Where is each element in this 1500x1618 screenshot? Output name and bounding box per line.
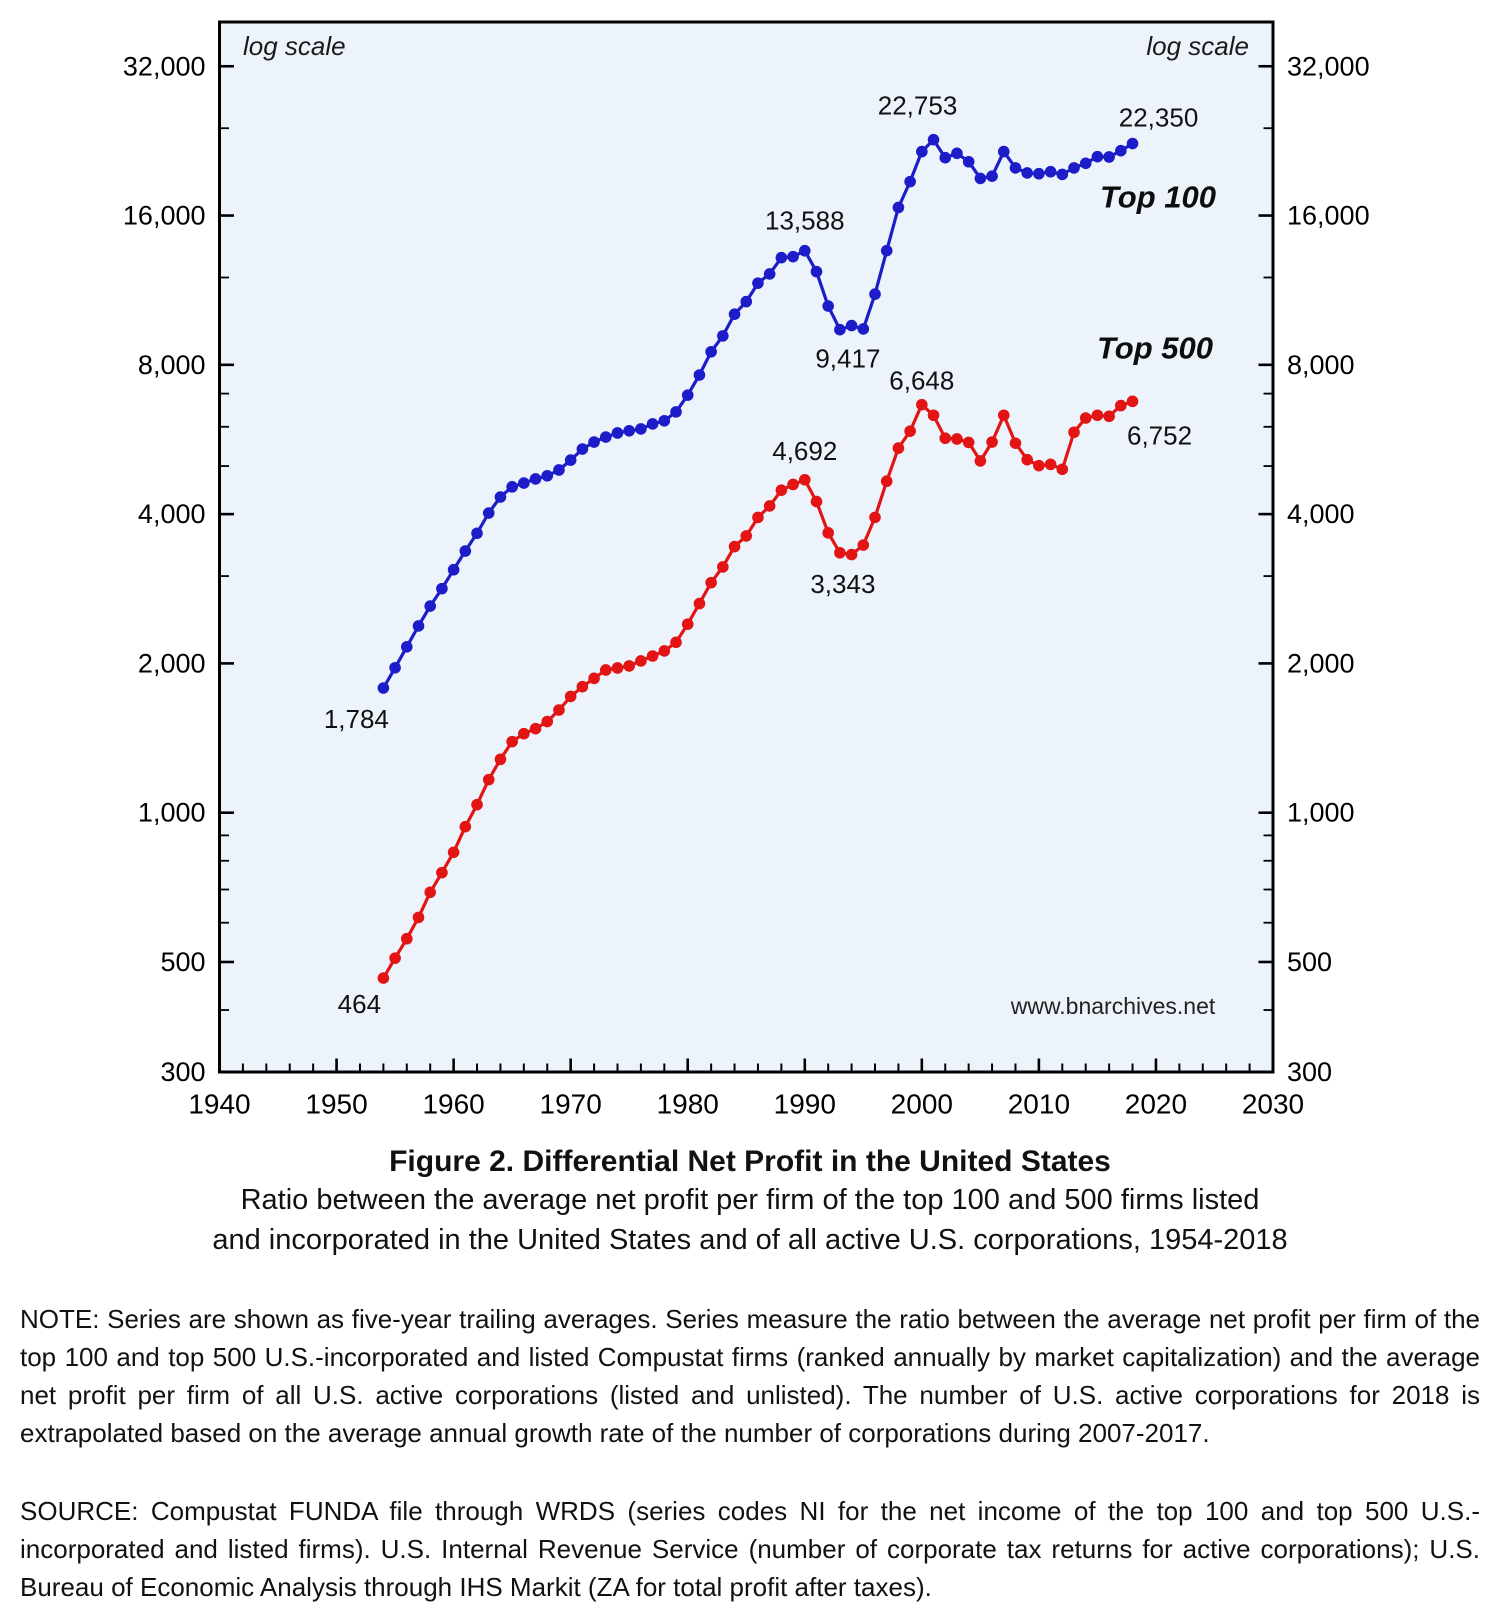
y-tick-label-left: 32,000 [122, 51, 206, 82]
series-label-top-100: Top 100 [1100, 179, 1216, 215]
x-tick-label: 1990 [773, 1088, 836, 1120]
top-500-point [705, 577, 717, 589]
top-100-point [413, 620, 425, 632]
y-tick-label-right: 2,000 [1287, 648, 1355, 679]
top-100-point [975, 173, 987, 185]
top-500-point [612, 662, 624, 674]
note-paragraph: NOTE: Series are shown as five-year trailing averages. Series measure the ratio between the average net profit per firm of the top 100 and top 500 U.S.-incorporated and listed Compustat firms (ranked annually by market capitalization) and the average net profit per firm of all U.S. active corporations (listed and unlisted). The number of U.S. active corporations for 2018 is extrapolated based on the average annual growth rate of the number of corporations during 2007-2017. [20, 1304, 1480, 1448]
top-100-point [799, 245, 811, 257]
top-500-point [424, 886, 436, 898]
x-tick-label: 2020 [1124, 1088, 1188, 1120]
top-100-point [670, 406, 682, 418]
top-100-point [717, 330, 729, 342]
top-500-point [577, 681, 589, 693]
y-tick-label-right: 500 [1287, 946, 1333, 977]
top-100-point [635, 423, 647, 435]
top-100-point [787, 251, 799, 263]
label-1990-top500: 4,692 [772, 435, 838, 466]
top-100-point [553, 464, 565, 476]
top-100-point [729, 308, 741, 320]
label-2018-top100: 22,350 [1118, 102, 1199, 133]
top-500-point [834, 547, 846, 559]
y-tick-label-left: 2,000 [137, 648, 206, 679]
top-500-point [694, 598, 706, 610]
label-2001-top100: 22,753 [877, 90, 958, 121]
top-100-point [1033, 168, 1045, 180]
top-100-point [471, 527, 483, 539]
x-tick-label: 2030 [1241, 1088, 1305, 1120]
top-500-point [541, 716, 553, 728]
top-100-point [460, 545, 472, 557]
x-tick-label: 1950 [305, 1088, 368, 1120]
y-tick-label-right: 32,000 [1287, 51, 1370, 82]
top-100-point [776, 252, 788, 264]
x-tick-label: 1980 [656, 1088, 719, 1120]
top-500-point [799, 474, 811, 486]
label-1990-top100: 13,588 [765, 205, 845, 236]
figure-title: Figure 2. Differential Net Profit in the United States [389, 1145, 1111, 1178]
top-500-point [776, 484, 788, 496]
top-100-point [436, 583, 448, 595]
top-500-point [752, 512, 764, 524]
top-500-point [811, 496, 823, 508]
top-100-point [752, 277, 764, 289]
top-500-point [939, 432, 951, 444]
top-500-point [1045, 459, 1057, 471]
series-label-top-500: Top 500 [1097, 330, 1213, 366]
x-tick-label: 2010 [1007, 1088, 1071, 1120]
x-tick-label: 1970 [539, 1088, 602, 1120]
top-500-point [518, 728, 530, 740]
top-100-point [928, 134, 940, 146]
top-100-point [612, 427, 624, 439]
x-axis-labels [188, 1089, 1304, 1120]
top-500-point [893, 442, 905, 454]
top-100-point [1021, 167, 1033, 179]
top-500-point [530, 723, 542, 735]
y-tick-label-right: 8,000 [1287, 349, 1355, 380]
label-2018-top500: 6,752 [1126, 420, 1193, 451]
y-tick-label-left: 300 [160, 1057, 206, 1087]
top-500-point [963, 437, 975, 449]
top-100-point [986, 170, 998, 182]
top-100-point [506, 481, 518, 493]
top-100-point [904, 176, 916, 188]
top-500-point [460, 821, 472, 833]
top-500-point [495, 754, 507, 766]
top-100-point [541, 470, 553, 482]
log-scale-right: log scale [1146, 31, 1249, 61]
top-100-point [963, 156, 975, 168]
top-500-point [846, 549, 858, 561]
top-100-point [1103, 151, 1115, 163]
top-100-point [1080, 158, 1092, 170]
top-500-point [401, 933, 413, 945]
top-100-point [389, 662, 401, 674]
label-1993-top100: 9,417 [815, 343, 881, 374]
top-500-point [1033, 460, 1045, 472]
y-tick-label-left: 8,000 [137, 349, 206, 380]
top-100-point [834, 324, 846, 336]
x-tick-label: 1940 [188, 1088, 251, 1120]
top-100-point [1068, 162, 1080, 174]
top-500-point [635, 655, 647, 667]
top-500-point [1057, 464, 1069, 476]
y-tick-label-left: 500 [160, 946, 206, 977]
top-500-point [975, 455, 987, 467]
y-tick-label-right: 1,000 [1287, 797, 1355, 828]
top-100-point [822, 300, 834, 312]
top-500-point [717, 561, 729, 573]
top-100-point [939, 152, 951, 164]
top-500-point [822, 527, 834, 539]
figure-subtitle-line1: Ratio between the average net profit per firm of the top 100 and 500 firms listed [240, 1184, 1260, 1216]
top-500-point [881, 475, 893, 487]
top-100-point [378, 682, 390, 694]
y-tick-label-right: 300 [1287, 1057, 1333, 1087]
figure-caption [0, 1144, 1500, 1260]
top-100-point [401, 641, 413, 653]
label-1993-top500: 3,343 [810, 568, 876, 599]
top-100-point [483, 507, 495, 519]
label-2000-top500: 6,648 [889, 365, 955, 396]
top-500-point [858, 539, 870, 551]
top-500-point [506, 736, 518, 748]
top-100-point [951, 148, 963, 160]
top-500-point [1127, 396, 1139, 408]
top-100-point [916, 146, 928, 158]
top-500-point [1103, 410, 1115, 422]
top-100-point [623, 425, 635, 437]
top-500-point [1010, 437, 1022, 449]
figure-subtitle-line2: and incorporated in the United States and of all active U.S. corporations, 1954-2018 [212, 1224, 1288, 1256]
top-100-point [705, 346, 717, 358]
top-500-point [986, 436, 998, 448]
top-500-point [1068, 426, 1080, 438]
top-100-point [1115, 145, 1127, 157]
watermark: www.bnarchives.net [1010, 993, 1216, 1019]
top-500-point [729, 541, 741, 553]
top-100-point [1127, 138, 1139, 150]
top-500-point [565, 691, 577, 703]
x-tick-label: 1960 [422, 1088, 485, 1120]
top-500-point [928, 409, 940, 421]
top-100-point [600, 431, 612, 443]
y-tick-label-left: 1,000 [137, 797, 206, 828]
top-100-point [448, 564, 460, 576]
top-100-point [998, 146, 1010, 158]
top-500-point [1092, 409, 1104, 421]
top-500-point [682, 618, 694, 630]
top-500-point [787, 479, 799, 491]
top-100-point [682, 389, 694, 401]
top-500-point [448, 847, 460, 859]
top-100-point [858, 323, 870, 335]
top-500-point [659, 645, 671, 657]
top-500-point [1115, 400, 1127, 412]
top-100-point [647, 418, 659, 430]
top-100-point [1057, 169, 1069, 181]
top-500-point [998, 409, 1010, 421]
top-100-point [1010, 162, 1022, 174]
top-500-point [740, 530, 752, 542]
top-100-point [764, 268, 776, 280]
top-500-point [413, 912, 425, 924]
top-100-point [740, 296, 752, 308]
top-500-point [1080, 412, 1092, 424]
top-100-point [694, 369, 706, 381]
log-scale-left: log scale [243, 31, 346, 61]
top-500-point [1021, 454, 1033, 466]
top-100-point [869, 288, 881, 300]
top-100-point [530, 473, 542, 485]
top-100-point [1092, 151, 1104, 163]
y-tick-label-right: 16,000 [1287, 200, 1370, 231]
top-100-point [495, 491, 507, 503]
top-100-point [518, 477, 530, 489]
top-100-point [1045, 166, 1057, 178]
top-500-point [623, 660, 635, 672]
source-paragraph: SOURCE: Compustat FUNDA file through WRDS (series codes NI for the net income of the top 100 and top 500 U.S.-incorporated and listed firms). U.S. Internal Revenue Service (number of corporate tax returns for active corporations); U.S. Bureau of Economic Analysis through IHS Markit (ZA for total profit after taxes). [20, 1496, 1480, 1602]
y-tick-label-right: 4,000 [1287, 499, 1355, 530]
top-500-point [553, 704, 565, 716]
top-500-point [588, 673, 600, 685]
top-100-point [424, 600, 436, 612]
top-100-point [881, 245, 893, 257]
top-500-point [483, 774, 495, 786]
top-500-point [471, 799, 483, 811]
top-100-point [565, 454, 577, 466]
top-500-point [904, 425, 916, 437]
top-100-point [588, 436, 600, 448]
y-tick-label-left: 4,000 [137, 499, 206, 530]
top-100-point [811, 266, 823, 278]
top-500-point [389, 952, 401, 964]
label-1954-top100: 1,784 [323, 704, 389, 735]
top-100-point [577, 443, 589, 455]
top-500-point [951, 433, 963, 445]
top-500-point [869, 512, 881, 524]
x-tick-label: 2000 [890, 1088, 953, 1120]
top-500-point [600, 664, 612, 676]
top-500-point [670, 636, 682, 648]
top-500-point [436, 867, 448, 879]
top-500-point [916, 399, 928, 411]
top-100-point [893, 202, 905, 214]
top-500-point [378, 972, 390, 984]
top-500-point [647, 650, 659, 662]
top-100-point [659, 415, 671, 427]
top-100-point [846, 320, 858, 332]
label-1954-top500: 464 [337, 989, 382, 1020]
y-tick-label-left: 16,000 [122, 200, 206, 231]
top-500-point [764, 500, 776, 512]
